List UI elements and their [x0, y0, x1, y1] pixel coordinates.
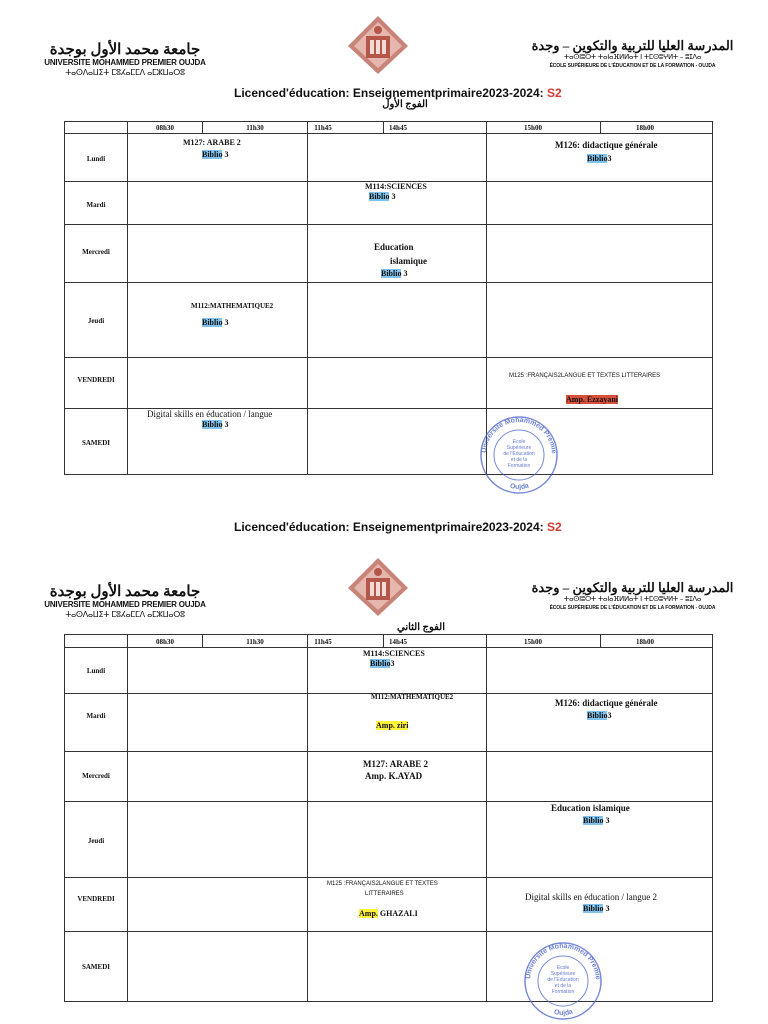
time-slot: 14h45	[389, 638, 407, 646]
university-name-tifinagh: ⵜⴰⵙⴷⴰⵡⵉⵜ ⵎⵓⵃⴰⵎⵎⴷ ⴰⵎⵣⵡⴰⵔⵓ	[65, 610, 185, 619]
room-badge: Biblio 3	[583, 816, 610, 825]
course-education-islamique: Education islamique	[551, 803, 630, 813]
course-m112: M112:MATHEMATIQUE2	[371, 693, 454, 701]
svg-text:Formation: Formation	[551, 989, 575, 995]
course-m125: M125 :FRANÇAIS2LANGUE ET TEXTES	[327, 881, 438, 887]
time-slot: 11h45	[314, 124, 332, 132]
semester-label: S2	[546, 86, 562, 100]
svg-text:Oujda: Oujda	[553, 1008, 574, 1018]
time-slot: 11h45	[314, 638, 332, 646]
course-m127: M127: ARABE 2	[363, 759, 428, 769]
school-name-french: ÉCOLE SUPÉRIEURE DE L'ÉDUCATION ET DE LA FORMATION - OUJDA	[549, 63, 716, 69]
room-badge: Biblio3	[587, 154, 612, 163]
time-slot: 18h00	[636, 124, 654, 132]
svg-text:et de la: et de la	[554, 983, 572, 989]
time-slot: 15h00	[524, 124, 542, 132]
school-name-arabic: المدرسة العليا للتربية والتكوين – وجدة	[531, 38, 734, 53]
course-m125-line2: LITTERAIRES	[365, 891, 404, 897]
day-label-lundi: Lundi	[86, 667, 106, 675]
schedule-title-2: Licenced'éducation: Enseignementprimaire2023-2024: S2	[234, 520, 562, 534]
room-badge: Amp. GHAZALI	[359, 909, 418, 918]
day-label-mardi: Mardi	[86, 712, 106, 720]
room-badge: Biblio3	[370, 659, 395, 668]
course-m127: M127: ARABE 2	[183, 138, 241, 147]
svg-text:Université Mohammed Premier: Université Mohammed Premie	[525, 942, 602, 980]
room-label: Amp. K.AYAD	[365, 771, 423, 781]
room-badge: Biblio 3	[369, 192, 396, 201]
university-name-french: UNIVERSITE MOHAMMED PREMIER OUJDA	[44, 600, 206, 609]
svg-text:Supérieure: Supérieure	[506, 445, 532, 451]
svg-text:Université Mohammed Premier: Université Mohammed Premie	[481, 416, 558, 454]
day-label-mercredi: Mercredi	[82, 772, 110, 780]
svg-text:et de la: et de la	[510, 457, 528, 463]
svg-text:Ecole: Ecole	[556, 965, 570, 971]
university-logo-icon	[346, 14, 410, 76]
svg-text:Ecole: Ecole	[512, 439, 526, 445]
course-m126: M126: didactique générale	[555, 140, 658, 150]
time-slot: 11h30	[246, 638, 264, 646]
svg-text:Supérieure: Supérieure	[550, 971, 576, 977]
course-education-islamique-line2: islamique	[390, 256, 428, 266]
group-label-2: الفوج الثاني	[396, 622, 445, 633]
semester-label: S2	[546, 520, 562, 534]
svg-text:Formation: Formation	[507, 463, 531, 469]
day-label-lundi: Lundi	[86, 155, 106, 163]
course-m114: M114:SCIENCES	[365, 182, 427, 191]
official-stamp-icon	[520, 940, 606, 1022]
university-name-french: UNIVERSITE MOHAMMED PREMIER OUJDA	[44, 58, 206, 67]
group-label-1: الفوج الأول	[382, 99, 428, 110]
svg-text:de l'Education: de l'Education	[503, 451, 535, 457]
room-badge: Biblio 3	[202, 150, 229, 159]
course-m126: M126: didactique générale	[555, 698, 658, 708]
course-digital-skills: Digital skills en éducation / langue	[147, 409, 273, 419]
time-slot: 15h00	[524, 638, 542, 646]
school-name-french: ÉCOLE SUPÉRIEURE DE L'ÉDUCATION ET DE LA FORMATION - OUJDA	[549, 605, 716, 611]
university-header-left	[40, 42, 210, 78]
time-slot: 14h45	[389, 124, 407, 132]
schedule-title-1: Licenced'éducation: Enseignementprimaire2023-2024: S2	[234, 86, 562, 100]
room-badge: Biblio 3	[202, 420, 229, 429]
official-stamp-icon	[476, 414, 562, 496]
room-badge: Biblio3	[587, 711, 612, 720]
day-label-samedi: SAMEDI	[81, 439, 110, 447]
svg-text:de l'Education: de l'Education	[547, 977, 579, 983]
course-digital-skills: Digital skills en éducation / langue 2	[525, 892, 657, 902]
university-name-tifinagh: ⵜⴰⵙⴷⴰⵡⵉⵜ ⵎⵓⵃⴰⵎⵎⴷ ⴰⵎⵣⵡⴰⵔⵓ	[65, 68, 185, 77]
day-label-vendredi: VENDREDI	[77, 376, 115, 384]
course-m125: M125 :FRANÇAIS2LANGUE ET TEXTES LITTERAIRES	[509, 373, 661, 379]
room-badge: Biblio 3	[381, 269, 408, 278]
day-label-mardi: Mardi	[86, 201, 106, 209]
course-m112: M112:MATHEMATIQUE2	[191, 302, 274, 310]
university-name-arabic: جامعة محمد الأول بوجدة	[49, 42, 201, 58]
course-education-islamique: Education	[374, 242, 414, 252]
day-label-vendredi: VENDREDI	[77, 895, 115, 903]
time-slot: 18h00	[636, 638, 654, 646]
school-name-arabic: المدرسة العليا للتربية والتكوين – وجدة	[531, 580, 734, 595]
course-m114: M114:SCIENCES	[363, 649, 425, 658]
day-label-samedi: SAMEDI	[81, 963, 110, 971]
university-name-arabic: جامعة محمد الأول بوجدة	[49, 584, 201, 600]
timetable-group-2	[64, 634, 713, 1002]
school-name-tifinagh: ⵜⴰⵙⵏⵓⵔⵜ ⵜⴰⵏⴰⴼⵍⵍⴰⵜ ⵏ ⵜⵎⵙⵓⵖⵍⵜ – ⵓⵊⴷⴰ	[563, 595, 702, 603]
day-label-jeudi: Jeudi	[87, 837, 105, 845]
university-header-left	[40, 584, 210, 620]
school-header-right	[530, 580, 735, 612]
time-slot: 08h30	[156, 638, 174, 646]
day-label-mercredi: Mercredi	[82, 248, 110, 256]
svg-text:Oujda: Oujda	[509, 482, 530, 492]
room-badge: Biblio 3	[583, 904, 610, 913]
time-slot: 11h30	[246, 124, 264, 132]
school-header-right	[530, 38, 735, 70]
day-label-jeudi: Jeudi	[87, 317, 105, 325]
room-badge: Biblio 3	[202, 318, 229, 327]
room-badge: Amp. ziri	[376, 721, 409, 730]
timetable-group-1	[64, 121, 713, 475]
school-name-tifinagh: ⵜⴰⵙⵏⵓⵔⵜ ⵜⴰⵏⴰⴼⵍⵍⴰⵜ ⵏ ⵜⵎⵙⵓⵖⵍⵜ – ⵓⵊⴷⴰ	[563, 53, 702, 61]
time-slot: 08h30	[156, 124, 174, 132]
room-badge: Amp. Ezzayani	[566, 395, 618, 404]
university-logo-icon	[346, 556, 410, 618]
